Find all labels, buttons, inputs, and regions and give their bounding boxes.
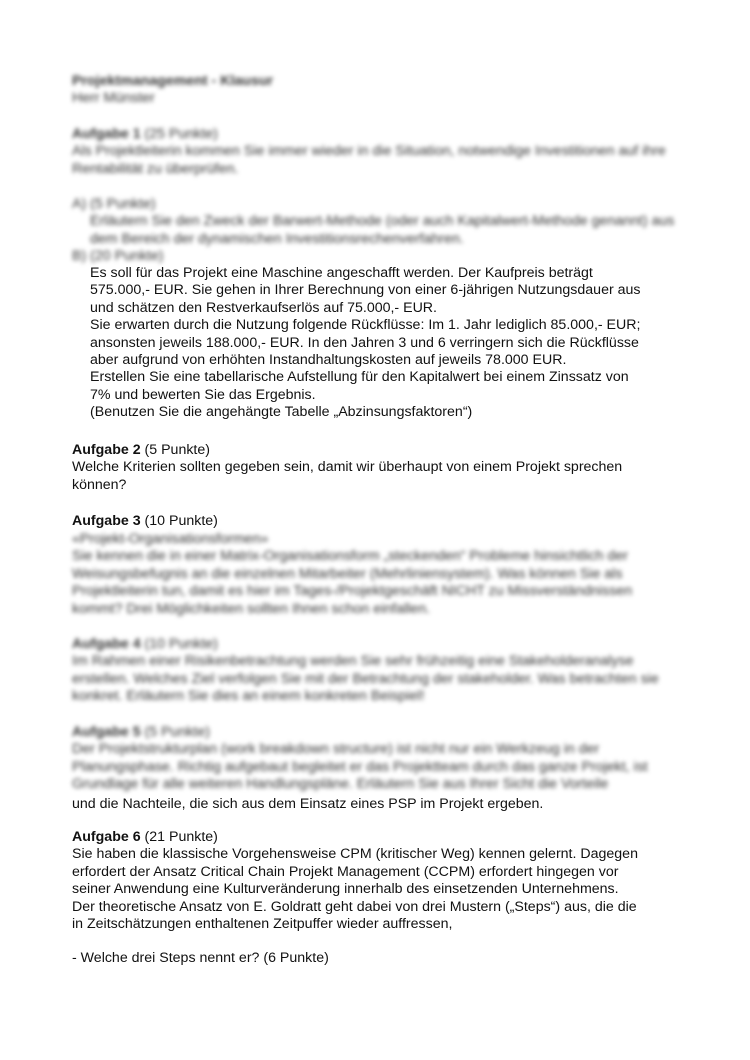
task-2-heading: Aufgabe 2 [72,442,141,458]
document-author: Herr Münster [72,90,155,107]
task-2 [72,442,682,494]
task-1-b-line: 575.000,- EUR. Sie gehen in Ihrer Berechnung von einer 6-jährigen Nutzungsdauer aus [90,282,641,299]
task-1-a-text: Erläutern Sie den Zweck der Barwert-Methode (oder auch Kapitalwert-Methode genannt) aus dem Bereich der dynamischen Investitionsrechenverfahren. [90,213,675,247]
task-6 [72,829,682,968]
task-6-line: in Zeitschätzungen enthaltenen Zeitpuffer wieder auffressen, [72,916,453,933]
task-4-points: (10 Punkte) [140,636,218,652]
task-4-heading: Aufgabe 4 [72,636,141,652]
task-3-points: (10 Punkte) [140,513,218,529]
task-3-subtitle: «Projekt-Organisationsformen» [72,531,269,547]
header [72,73,682,108]
task-6-line: Der theoretische Ansatz von E. Goldratt geht dabei von drei Mustern („Steps“) aus, die die [72,898,637,915]
task-6-points: (21 Punkte) [140,829,218,845]
task-2-line: Welche Kriterien sollten gegeben sein, damit wir überhaupt von einem Projekt sprechen [72,459,623,476]
task-3-header [72,513,682,530]
task-6-question: - Welche drei Steps nennt er? (6 Punkte) [72,950,329,967]
task-1-b-label: B) (20 Punkte) [72,248,164,265]
task-6-line: seiner Anwendung eine Kulturveränderung innerhalb des einsetzenden Unternehmens. [72,881,619,898]
task-3-text: Sie kennen die in einer Matrix-Organisationsform „steckenden“ Probleme hinsichtlich der Weisungsbefugnis an die einzelnen Mitarbeiter (Mehrliniensystem). Was können Sie als Projektleiterin tun, damit es hier im Tages-/Projektgeschäft NICHT zu Missverständnissen kommt? Drei Möglichkeiten sollten Ihnen schon einfallen. [72,548,633,617]
task-1-part-a [72,196,682,266]
task-1-b-line: aber aufgrund von erhöhten Instandhaltungskosten auf jeweils 78.000 EUR. [90,352,567,369]
task-1-a-label: A) (5 Punkte) [72,196,156,212]
task-1-b-line: Sie erwarten durch die Nutzung folgende Rückflüsse: Im 1. Jahr lediglich 85.000,- EUR; [90,317,641,334]
task-5-last-line: und die Nachteile, die sich aus dem Einsatz eines PSP im Projekt ergeben. [72,796,544,812]
document-title: Projektmanagement - Klausur [72,73,274,89]
task-3-body [72,531,682,618]
task-2-points: (5 Punkte) [140,442,210,458]
task-1-b-line: 7% und bewerten Sie das Ergebnis. [90,386,316,403]
task-1-points: (25 Punkte) [140,126,218,142]
task-1-b-line: und schätzen den Restverkaufserlös auf 75.000,- EUR. [90,299,437,316]
task-1-intro [72,126,682,178]
task-1-heading: Aufgabe 1 [72,126,141,142]
task-5-points: (5 Punkte) [140,724,210,740]
task-5-text: Der Projektstrukturplan (work breakdown structure) ist nicht nur ein Werkzeug in der Planungsphase. Richtig aufgebaut begleitet er das Projektteam durch das ganze Projekt, ist Grundlage für alle weiteren Handlungspläne. Erläutern Sie aus Ihrer Sicht die Vorteile [72,741,648,793]
task-1-intro-text: Als Projektleiterin kommen Sie immer wieder in die Situation, notwendige Investitionen auf ihre Rentabilität zu überprüfen. [72,143,666,177]
task-1-b-line: Es soll für das Projekt eine Maschine angeschafft werden. Der Kaufpreis beträgt [90,265,593,281]
task-6-line: erfordert der Ansatz Critical Chain Projekt Management (CCPM) erfordert hingegen vor [72,863,619,880]
task-1-b-line: (Benutzen Sie die angehängte Tabelle „Abzinsungsfaktoren“) [90,404,473,421]
task-6-line: Sie haben die klassische Vorgehensweise CPM (kritischer Weg) kennen gelernt. Dagegen [72,846,638,863]
task-1-b-line: Erstellen Sie eine tabellarische Aufstellung für den Kapitalwert bei einem Zinssatz von [90,369,629,386]
task-5-heading: Aufgabe 5 [72,724,141,740]
task-1-part-b [72,265,682,422]
task-4 [72,636,682,706]
task-5-clear-line [72,796,682,813]
task-6-heading: Aufgabe 6 [72,829,141,845]
task-3-heading: Aufgabe 3 [72,513,141,529]
task-2-line: können? [72,476,127,493]
task-4-text: Im Rahmen einer Risikenbetrachtung werden Sie sehr frühzeitig eine Stakeholderanalyse erstellen. Welches Ziel verfolgen Sie mit der Betrachtung der stakeholder. Was betrachten sie konkret. Erläutern Sie dies an einem konkreten Beispiel! [72,653,659,705]
task-1-b-line: ansonsten jeweils 188.000,- EUR. In den Jahren 3 und 6 verringern sich die Rückflüsse [90,334,639,351]
task-5 [72,724,682,794]
